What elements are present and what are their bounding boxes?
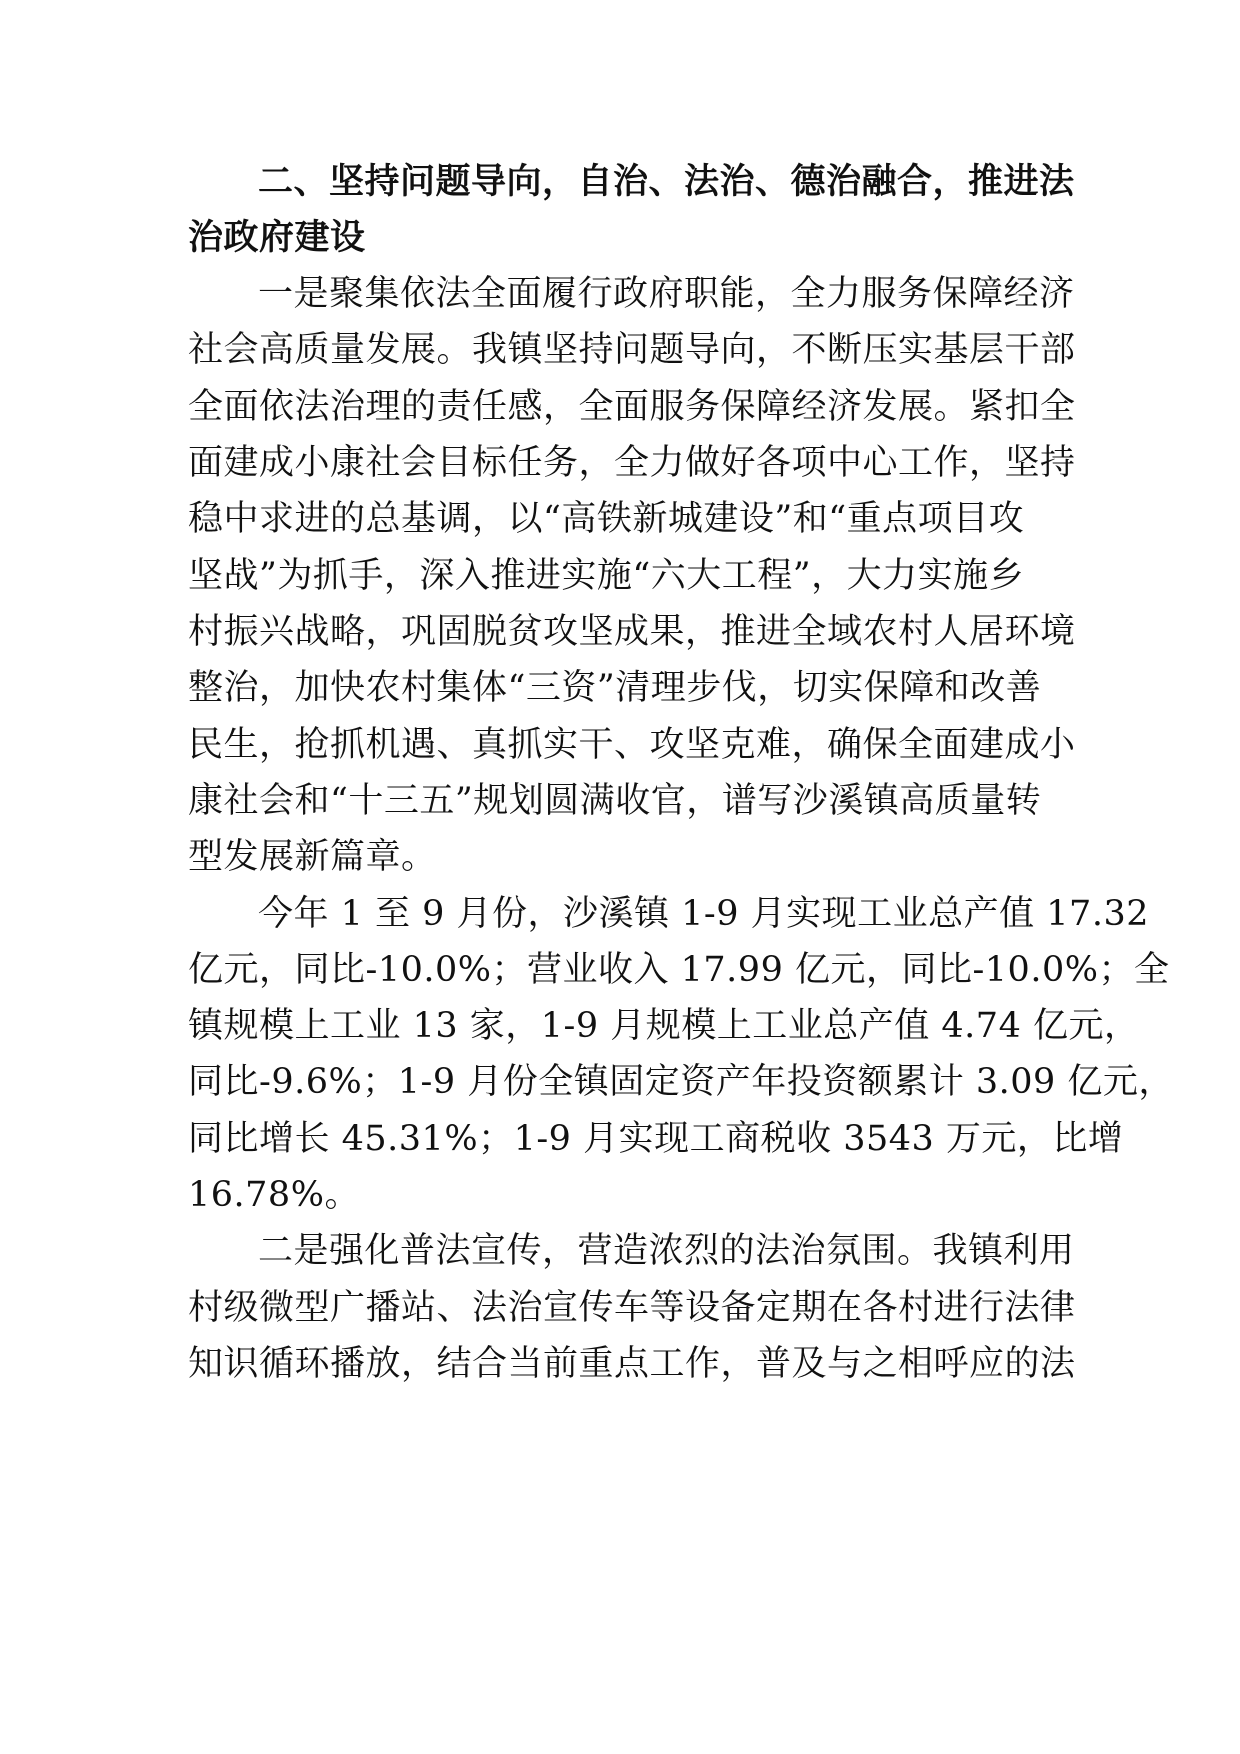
paragraph-1-line-10: 康社会和“十三五”规划圆满收官，谱写沙溪镇高质量转 bbox=[188, 781, 1042, 821]
paragraph-2-line-4: 同比-9.6%；1-9 月份全镇固定资产年投资额累计 3.09 亿元， bbox=[188, 1062, 1174, 1102]
paragraph-1-line-2: 社会高质量发展。我镇坚持问题导向，不断压实基层干部 bbox=[188, 330, 1076, 370]
paragraph-1-line-6: 坚战”为抓手，深入推进实施“六大工程”，大力实施乡 bbox=[188, 556, 1025, 596]
section-heading-line-2: 治政府建设 bbox=[188, 218, 366, 258]
paragraph-2-line-3: 镇规模上工业 13 家，1-9 月规模上工业总产值 4.74 亿元， bbox=[188, 1006, 1140, 1046]
section-heading-line-1: 二、坚持问题导向，自治、法治、德治融合，推进法 bbox=[258, 162, 1075, 202]
paragraph-2-line-2: 亿元，同比-10.0%；营业收入 17.99 亿元，同比-10.0%；全 bbox=[188, 950, 1170, 990]
paragraph-1-line-3: 全面依法治理的责任感，全面服务保障经济发展。紧扣全 bbox=[188, 387, 1076, 427]
paragraph-1-line-11: 型发展新篇章。 bbox=[188, 837, 437, 877]
paragraph-2-line-6: 16.78%。 bbox=[188, 1175, 360, 1215]
paragraph-1-line-7: 村振兴战略，巩固脱贫攻坚成果，推进全域农村人居环境 bbox=[188, 612, 1076, 652]
paragraph-1-line-9: 民生，抢抓机遇、真抓实干、攻坚克难，确保全面建成小 bbox=[188, 725, 1076, 765]
paragraph-3-line-1: 二是强化普法宣传，营造浓烈的法治氛围。我镇利用 bbox=[258, 1231, 1075, 1271]
paragraph-3-line-2: 村级微型广播站、法治宣传车等设备定期在各村进行法律 bbox=[188, 1288, 1076, 1328]
paragraph-3-line-3: 知识循环播放，结合当前重点工作，普及与之相呼应的法 bbox=[188, 1344, 1076, 1384]
paragraph-1-line-8: 整治，加快农村集体“三资”清理步伐，切实保障和改善 bbox=[188, 668, 1042, 708]
paragraph-2-line-1: 今年 1 至 9 月份，沙溪镇 1-9 月实现工业总产值 17.32 bbox=[258, 894, 1149, 934]
paragraph-1-line-1: 一是聚集依法全面履行政府职能，全力服务保障经济 bbox=[258, 274, 1075, 314]
paragraph-2-line-5: 同比增长 45.31%；1-9 月实现工商税收 3543 万元，比增 bbox=[188, 1119, 1124, 1159]
paragraph-1-line-5: 稳中求进的总基调，以“高铁新城建设”和“重点项目攻 bbox=[188, 499, 1025, 539]
paragraph-1-line-4: 面建成小康社会目标任务，全力做好各项中心工作，坚持 bbox=[188, 443, 1076, 483]
